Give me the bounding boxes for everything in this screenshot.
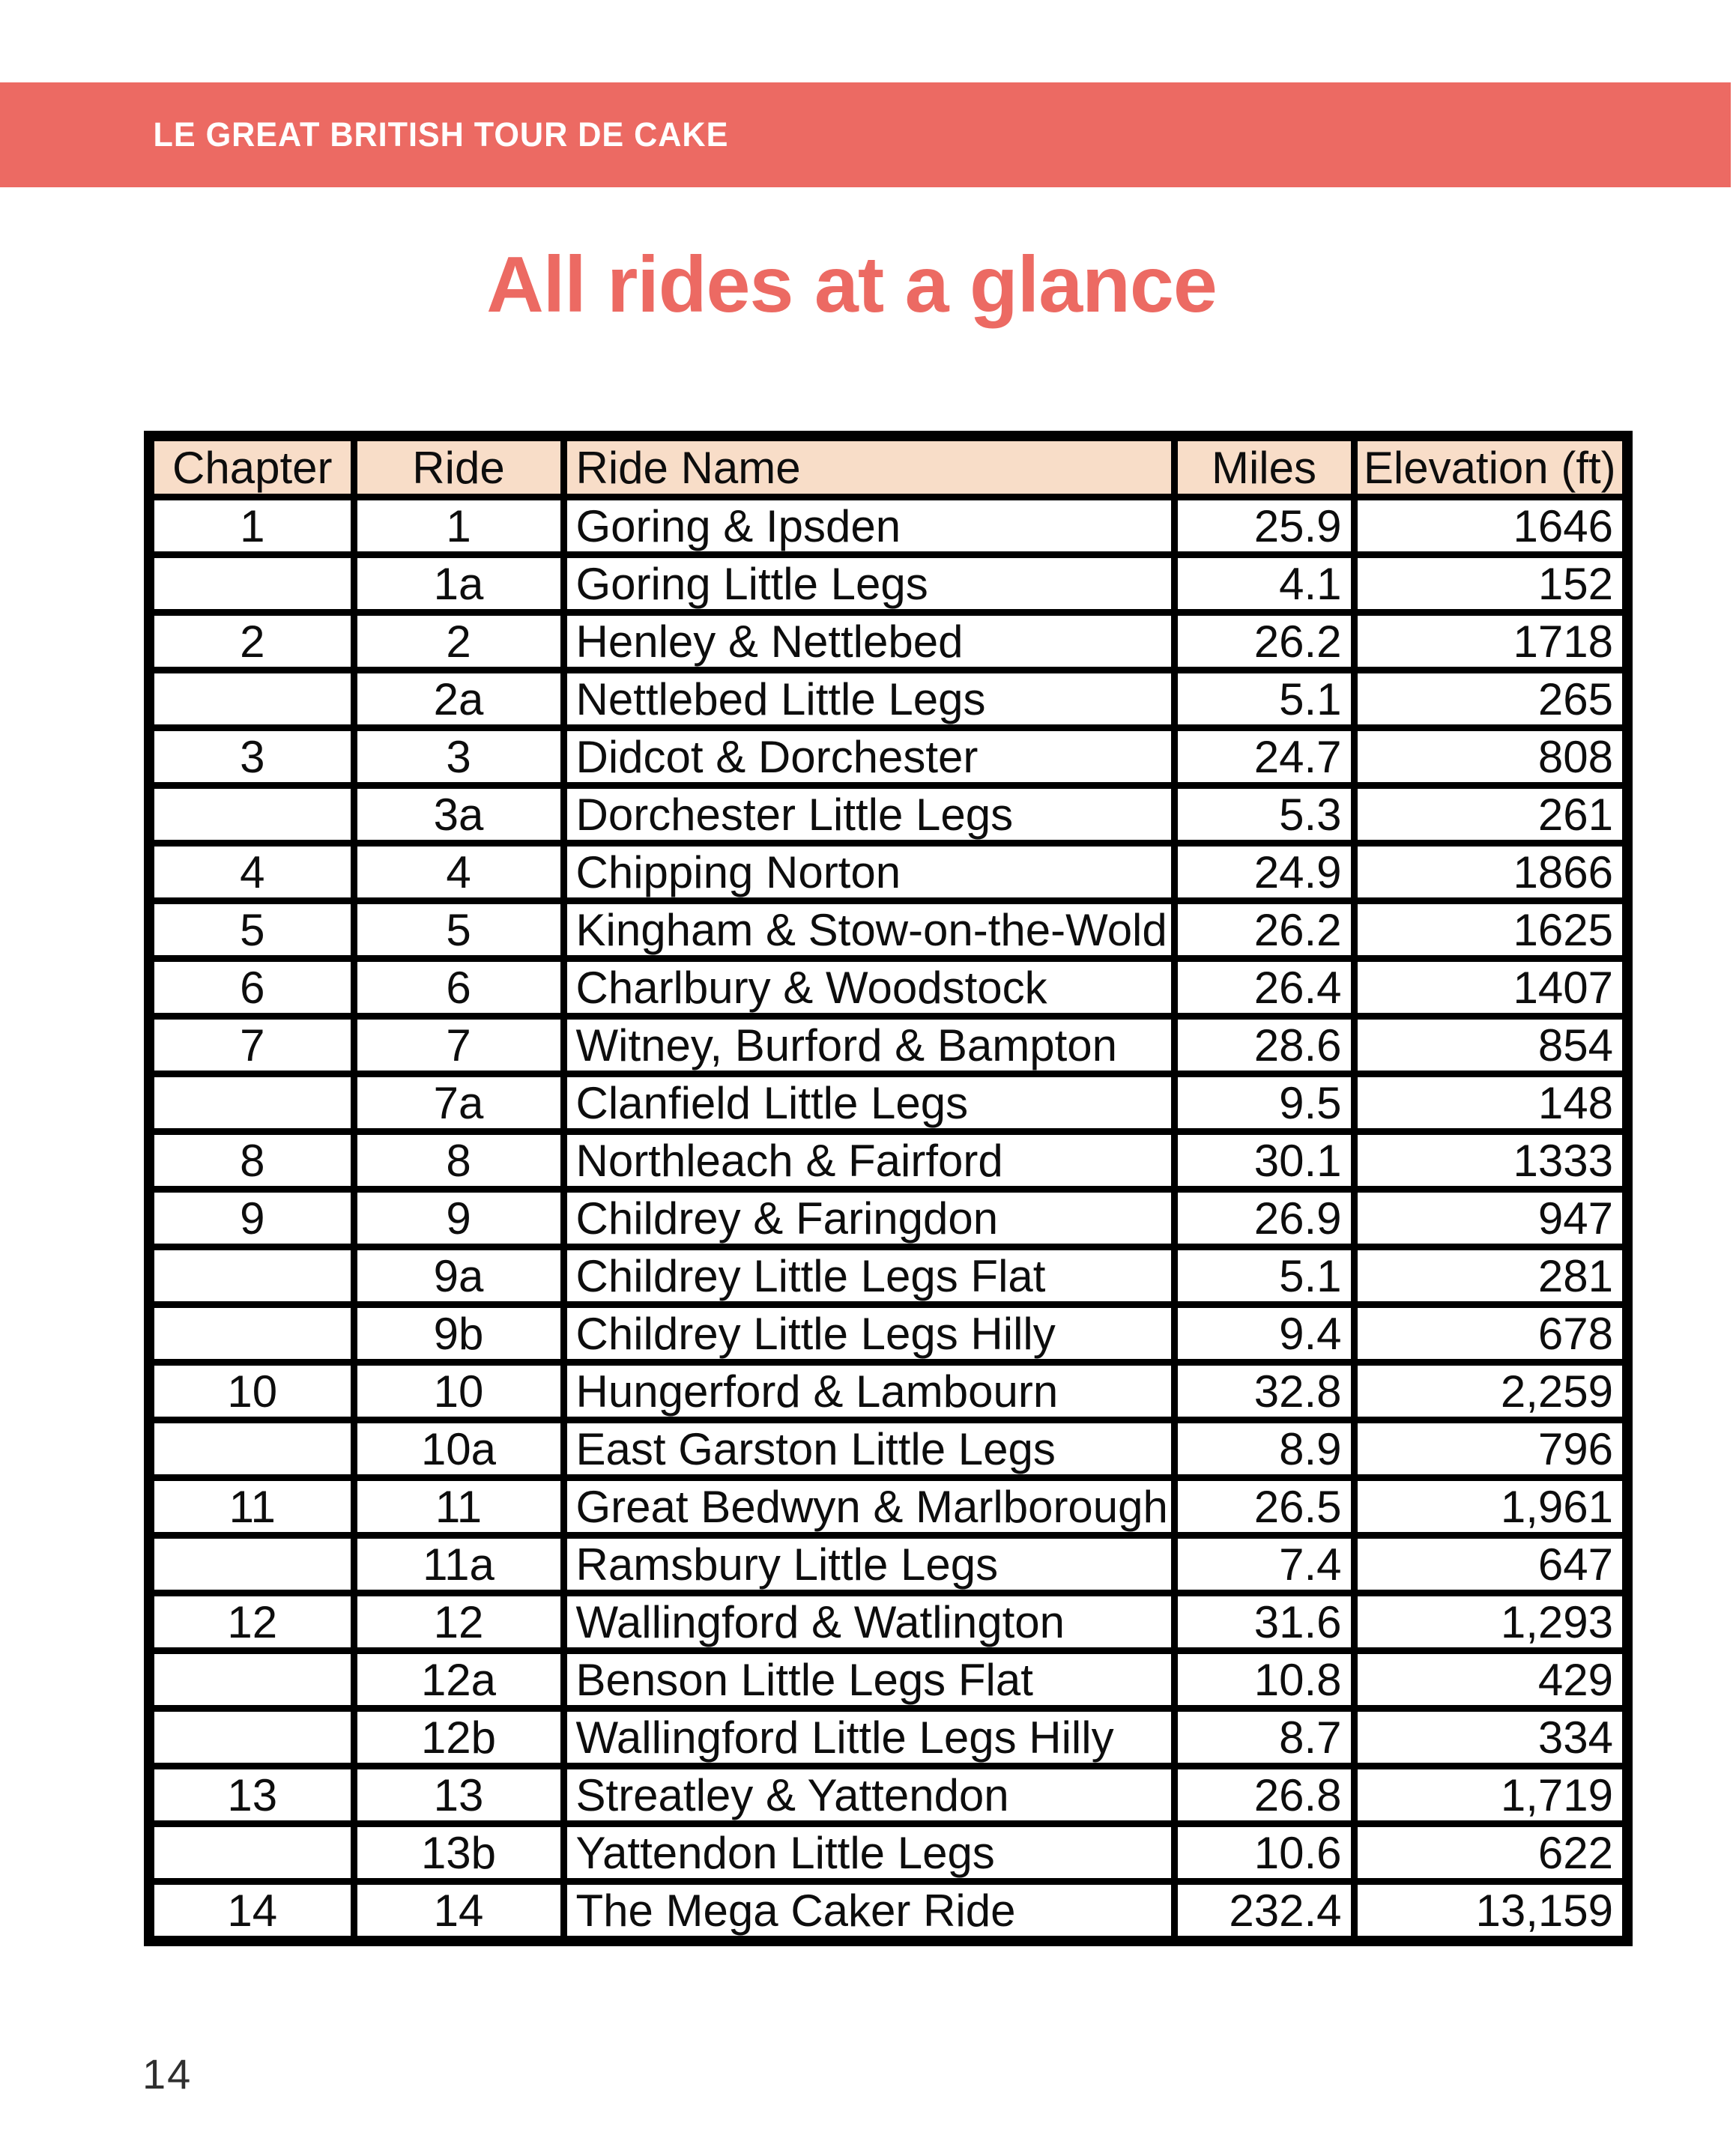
ride-cell: 13: [354, 1766, 563, 1824]
ride-name-cell: Charlbury & Woodstock: [563, 959, 1174, 1017]
miles-cell: 26.2: [1174, 613, 1354, 670]
table-row: [149, 1363, 1627, 1420]
rides-table: [144, 431, 1633, 1946]
table-row: [149, 555, 1627, 613]
elevation-cell: 281: [1354, 1247, 1627, 1305]
elevation-cell: 1407: [1354, 959, 1627, 1017]
ride-name-cell: Northleach & Fairford: [563, 1132, 1174, 1190]
table-row: [149, 1709, 1627, 1766]
ride-name-cell: Wallingford & Watlington: [563, 1593, 1174, 1651]
chapter-cell: [149, 1536, 354, 1593]
chapter-cell: 3: [149, 728, 354, 786]
table-row: [149, 901, 1627, 959]
ride-name-cell: Childrey & Faringdon: [563, 1190, 1174, 1247]
elevation-cell: 796: [1354, 1420, 1627, 1478]
rides-table-header: [149, 436, 1627, 497]
table-row: [149, 1536, 1627, 1593]
chapter-cell: 9: [149, 1190, 354, 1247]
ride-name-cell: Childrey Little Legs Flat: [563, 1247, 1174, 1305]
miles-cell: 10.6: [1174, 1824, 1354, 1882]
chapter-cell: [149, 1824, 354, 1882]
elevation-cell: 13,159: [1354, 1882, 1627, 1942]
chapter-cell: 5: [149, 901, 354, 959]
chapter-cell: 4: [149, 844, 354, 901]
miles-cell: 232.4: [1174, 1882, 1354, 1942]
rides-table-body: [149, 497, 1627, 1942]
miles-cell: 32.8: [1174, 1363, 1354, 1420]
chapter-cell: 13: [149, 1766, 354, 1824]
ride-name-cell: Clanfield Little Legs: [563, 1074, 1174, 1132]
elevation-cell: 334: [1354, 1709, 1627, 1766]
elevation-cell: 1333: [1354, 1132, 1627, 1190]
chapter-cell: [149, 1420, 354, 1478]
elevation-cell: 1646: [1354, 497, 1627, 555]
table-row: [149, 670, 1627, 728]
chapter-header-title: LE GREAT BRITISH TOUR DE CAKE: [153, 115, 729, 154]
ride-cell: 4: [354, 844, 563, 901]
elevation-cell: 148: [1354, 1074, 1627, 1132]
miles-cell: 28.6: [1174, 1017, 1354, 1074]
chapter-cell: 7: [149, 1017, 354, 1074]
ride-name-cell: Henley & Nettlebed: [563, 613, 1174, 670]
table-row: [149, 728, 1627, 786]
ride-name-cell: The Mega Caker Ride: [563, 1882, 1174, 1942]
elevation-cell: 1,961: [1354, 1478, 1627, 1536]
column-header-ride-name: Ride Name: [563, 436, 1174, 497]
miles-cell: 24.9: [1174, 844, 1354, 901]
table-row: [149, 1478, 1627, 1536]
table-row: [149, 1766, 1627, 1824]
ride-name-cell: Benson Little Legs Flat: [563, 1651, 1174, 1709]
ride-name-cell: Chipping Norton: [563, 844, 1174, 901]
miles-cell: 25.9: [1174, 497, 1354, 555]
miles-cell: 10.8: [1174, 1651, 1354, 1709]
ride-name-cell: Ramsbury Little Legs: [563, 1536, 1174, 1593]
miles-cell: 24.7: [1174, 728, 1354, 786]
elevation-cell: 1718: [1354, 613, 1627, 670]
ride-cell: 7a: [354, 1074, 563, 1132]
chapter-cell: 8: [149, 1132, 354, 1190]
ride-cell: 1a: [354, 555, 563, 613]
miles-cell: 9.5: [1174, 1074, 1354, 1132]
ride-cell: 7: [354, 1017, 563, 1074]
elevation-cell: 265: [1354, 670, 1627, 728]
ride-name-cell: Yattendon Little Legs: [563, 1824, 1174, 1882]
elevation-cell: 1,719: [1354, 1766, 1627, 1824]
ride-cell: 3: [354, 728, 563, 786]
ride-name-cell: Nettlebed Little Legs: [563, 670, 1174, 728]
ride-cell: 11a: [354, 1536, 563, 1593]
ride-cell: 12b: [354, 1709, 563, 1766]
table-row: [149, 1247, 1627, 1305]
page-number: 14: [142, 2050, 193, 2098]
ride-name-cell: Goring & Ipsden: [563, 497, 1174, 555]
ride-cell: 10: [354, 1363, 563, 1420]
header-row: [149, 436, 1627, 497]
ride-name-cell: Childrey Little Legs Hilly: [563, 1305, 1174, 1363]
ride-cell: 11: [354, 1478, 563, 1536]
column-header-chapter: Chapter: [149, 436, 354, 497]
miles-cell: 9.4: [1174, 1305, 1354, 1363]
table-row: [149, 844, 1627, 901]
ride-name-cell: East Garston Little Legs: [563, 1420, 1174, 1478]
miles-cell: 26.2: [1174, 901, 1354, 959]
miles-cell: 26.8: [1174, 1766, 1354, 1824]
page-title: All rides at a glance: [486, 240, 1217, 329]
chapter-cell: [149, 1247, 354, 1305]
miles-cell: 4.1: [1174, 555, 1354, 613]
table-row: [149, 1420, 1627, 1478]
elevation-cell: 678: [1354, 1305, 1627, 1363]
ride-name-cell: Kingham & Stow-on-the-Wold: [563, 901, 1174, 959]
table-row: [149, 1190, 1627, 1247]
chapter-cell: [149, 1709, 354, 1766]
ride-cell: 8: [354, 1132, 563, 1190]
table-row: [149, 1593, 1627, 1651]
elevation-cell: 429: [1354, 1651, 1627, 1709]
table-row: [149, 497, 1627, 555]
chapter-cell: 10: [149, 1363, 354, 1420]
ride-name-cell: Dorchester Little Legs: [563, 786, 1174, 844]
ride-cell: 12a: [354, 1651, 563, 1709]
elevation-cell: 1625: [1354, 901, 1627, 959]
table-row: [149, 1651, 1627, 1709]
chapter-cell: 12: [149, 1593, 354, 1651]
chapter-cell: 11: [149, 1478, 354, 1536]
miles-cell: 5.3: [1174, 786, 1354, 844]
elevation-cell: 1866: [1354, 844, 1627, 901]
miles-cell: 7.4: [1174, 1536, 1354, 1593]
elevation-cell: 947: [1354, 1190, 1627, 1247]
table-row: [149, 959, 1627, 1017]
elevation-cell: 647: [1354, 1536, 1627, 1593]
ride-cell: 9: [354, 1190, 563, 1247]
table-row: [149, 1017, 1627, 1074]
ride-cell: 5: [354, 901, 563, 959]
ride-cell: 9b: [354, 1305, 563, 1363]
table-row: [149, 1882, 1627, 1942]
table-row: [149, 1305, 1627, 1363]
table-row: [149, 613, 1627, 670]
ride-name-cell: Didcot & Dorchester: [563, 728, 1174, 786]
ride-cell: 6: [354, 959, 563, 1017]
ride-cell: 2a: [354, 670, 563, 728]
elevation-cell: 854: [1354, 1017, 1627, 1074]
ride-cell: 13b: [354, 1824, 563, 1882]
ride-cell: 14: [354, 1882, 563, 1942]
elevation-cell: 152: [1354, 555, 1627, 613]
ride-name-cell: Hungerford & Lambourn: [563, 1363, 1174, 1420]
chapter-cell: 1: [149, 497, 354, 555]
elevation-cell: 808: [1354, 728, 1627, 786]
chapter-cell: [149, 670, 354, 728]
chapter-cell: [149, 1651, 354, 1709]
miles-cell: 26.5: [1174, 1478, 1354, 1536]
miles-cell: 8.7: [1174, 1709, 1354, 1766]
ride-cell: 2: [354, 613, 563, 670]
miles-cell: 5.1: [1174, 1247, 1354, 1305]
miles-cell: 30.1: [1174, 1132, 1354, 1190]
chapter-cell: 14: [149, 1882, 354, 1942]
ride-name-cell: Streatley & Yattendon: [563, 1766, 1174, 1824]
column-header-ride: Ride: [354, 436, 563, 497]
chapter-cell: [149, 1074, 354, 1132]
ride-cell: 9a: [354, 1247, 563, 1305]
column-header-miles: Miles: [1174, 436, 1354, 497]
elevation-cell: 2,259: [1354, 1363, 1627, 1420]
chapter-cell: 6: [149, 959, 354, 1017]
chapter-cell: [149, 786, 354, 844]
column-header-elevation: Elevation (ft): [1354, 436, 1627, 497]
miles-cell: 26.9: [1174, 1190, 1354, 1247]
ride-cell: 3a: [354, 786, 563, 844]
ride-cell: 12: [354, 1593, 563, 1651]
miles-cell: 5.1: [1174, 670, 1354, 728]
elevation-cell: 1,293: [1354, 1593, 1627, 1651]
miles-cell: 8.9: [1174, 1420, 1354, 1478]
chapter-cell: 2: [149, 613, 354, 670]
ride-name-cell: Wallingford Little Legs Hilly: [563, 1709, 1174, 1766]
elevation-cell: 261: [1354, 786, 1627, 844]
chapter-header-band: [0, 82, 1731, 187]
chapter-cell: [149, 555, 354, 613]
ride-cell: 1: [354, 497, 563, 555]
table-row: [149, 786, 1627, 844]
table-row: [149, 1132, 1627, 1190]
ride-name-cell: Goring Little Legs: [563, 555, 1174, 613]
table-row: [149, 1074, 1627, 1132]
ride-cell: 10a: [354, 1420, 563, 1478]
table-row: [149, 1824, 1627, 1882]
chapter-cell: [149, 1305, 354, 1363]
elevation-cell: 622: [1354, 1824, 1627, 1882]
ride-name-cell: Great Bedwyn & Marlborough: [563, 1478, 1174, 1536]
ride-name-cell: Witney, Burford & Bampton: [563, 1017, 1174, 1074]
miles-cell: 31.6: [1174, 1593, 1354, 1651]
miles-cell: 26.4: [1174, 959, 1354, 1017]
